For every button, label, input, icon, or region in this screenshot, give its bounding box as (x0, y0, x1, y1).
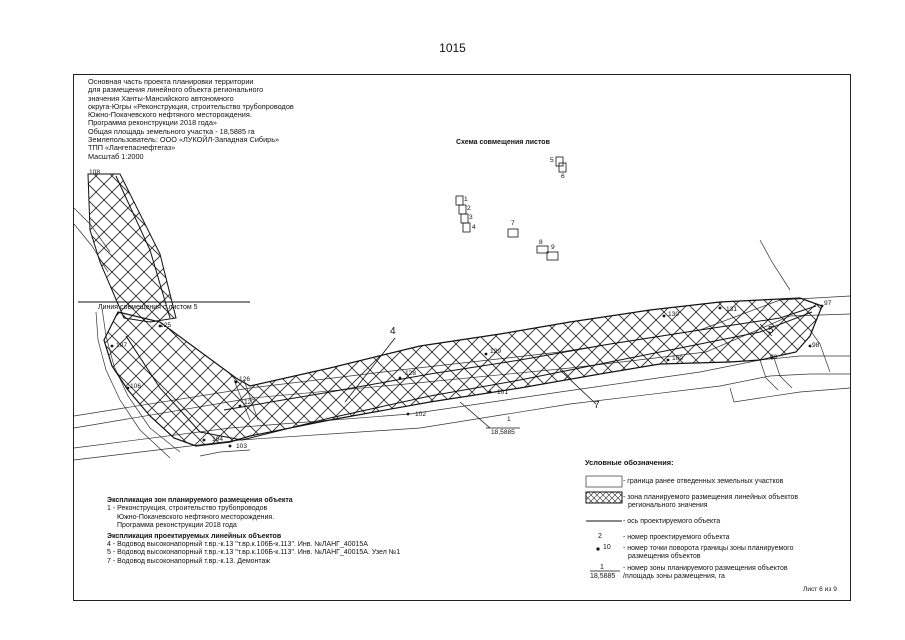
explication-objects-line: 7 - Водовод высоконапорный т.вр.-к.13. Демонтаж (107, 557, 271, 565)
legend-item-boundary (585, 477, 845, 491)
explication-zones-title: Экспликация зон планируемого размещения объекта (107, 497, 293, 504)
explication-zones-line: 1 - Реконструкция, строительство трубопроводов (107, 505, 268, 513)
legend-text: - граница ранее отведенных земельных участков (623, 478, 784, 485)
scheme-sheets (456, 157, 566, 260)
explication-objects-title: Экспликация проектируемых линейных объектов (107, 532, 282, 540)
point-label: 100 (672, 355, 684, 362)
explication-objects-line: 5 - Водовод высоконапорный т.вр.-к.13 "т.вр.к.106Б-к.113". Инв. №ЛАНГ_40015А. Узел №1 (107, 549, 401, 557)
match-line-label: Линия совмещения с листом 5 (98, 304, 198, 311)
scheme-sheet-rect (463, 223, 470, 232)
point-label: 103 (236, 443, 248, 450)
point-label: 126 (239, 376, 251, 383)
scale-line: Масштаб 1:2000 (88, 151, 144, 161)
explication-zones-line: Южно-Покачевского нефтяного месторождения. (117, 513, 275, 521)
scheme-sheet-rect (461, 214, 468, 223)
area-fraction-denominator: 18,5885 (491, 429, 515, 436)
point-label: 97 (824, 300, 832, 307)
explication-objects-line: 4 - Водовод высоконапорный т.вр.-к.13 "т.вр.к.106Б-к.113". Инв. №ЛАНГ_40015А (107, 541, 368, 549)
cut-label: 108 (89, 169, 101, 176)
object-label-7: 7 (594, 400, 600, 411)
scheme-sheet-label: 8 (539, 239, 543, 246)
title-line: Основная часть проекта планировки территории (88, 77, 254, 86)
area-fraction-numerator: 1 (507, 416, 511, 423)
legend-fraction-denominator: 18,5885 (590, 573, 616, 580)
scheme-sheet-rect (559, 163, 566, 172)
legend-text: - ось проектируемого объекта (623, 518, 721, 525)
scheme-sheet-rect (456, 196, 463, 205)
point-label: 131 (726, 306, 738, 313)
point-label: 102 (415, 411, 427, 418)
point-label: 128 (405, 370, 417, 377)
point-label: 125 (160, 322, 172, 329)
scheme-sheet-label: 1 (464, 196, 468, 203)
title-line: Программа реконструкции 2018 года» (88, 118, 217, 128)
scheme-title: Схема совмещения листов (456, 139, 550, 146)
legend-text: - номер проектируемого объекта (623, 534, 730, 541)
tpp-line: ТПП «Лангепаснефтегаз» (88, 143, 176, 153)
scheme-sheet-rect (547, 252, 558, 260)
title-line: Южно-Покачевского нефтяного месторождения. (88, 110, 252, 120)
scheme-sheet-label: 5 (550, 157, 554, 164)
legend-text (623, 545, 793, 561)
explication-block (107, 497, 400, 566)
point-label: 130 (668, 311, 680, 318)
scheme-sheet-label: 9 (551, 244, 555, 251)
point-label: 98 (812, 342, 820, 349)
scheme-sheet-label: 4 (472, 224, 476, 231)
legend-text-line: - зона планируемого размещения линейных объектов (623, 494, 799, 501)
legend-item-zone-number (585, 564, 845, 586)
point-label: 99 (770, 354, 778, 361)
legend-text-line: размещения объектов (628, 553, 701, 560)
legend-text (623, 565, 788, 581)
point-label: 129 (490, 348, 502, 355)
legend-symbol-point-number: 10 (603, 544, 611, 551)
object-label-4: 4 (390, 326, 396, 337)
legend-text-line: /площадь зоны размещения, га (623, 573, 725, 580)
scheme-sheet-label: 6 (561, 173, 565, 180)
legend-symbol-number: 2 (598, 533, 602, 540)
scheme-sheet-label: 2 (467, 205, 471, 212)
title-line: округа-Югры «Реконструкция, строительство трубопроводов (88, 101, 294, 111)
legend-item-point-number (585, 544, 845, 566)
legend-item-axis (585, 517, 845, 531)
legend-item-zone (585, 493, 845, 515)
legend-text-line: регионального значения (628, 502, 708, 509)
title-line: для размещения линейного объекта регионального (88, 85, 264, 95)
legend-title: Условные обозначения: (585, 458, 674, 467)
sheet-label: Лист 6 из 9 (803, 586, 837, 593)
point-label: 127 (244, 399, 256, 406)
title-line: значения Ханты-Мансийского автономного (88, 93, 234, 103)
user-line: Землепользователь: ООО «ЛУКОЙЛ-Западная Сибирь» (88, 135, 280, 145)
point-label: 106 (130, 383, 142, 390)
legend-text-line: - номер зоны планируемого размещения объектов (623, 565, 788, 572)
point-label: 107 (116, 342, 128, 349)
scheme-sheet-rect (537, 246, 548, 253)
legend-text (623, 494, 798, 510)
object-label-5: 5 (768, 325, 774, 336)
scheme-sheet-label: 3 (469, 214, 473, 221)
point-label: 101 (497, 389, 509, 396)
planned-placement-zone (104, 298, 822, 446)
scheme-sheet-rect (556, 157, 563, 166)
area-line: Общая площадь земельного участка - 18,5885 га (88, 126, 255, 136)
point-label: 104 (212, 436, 224, 443)
scheme-sheet-rect (508, 229, 518, 237)
legend-fraction-numerator: 1 (600, 564, 604, 571)
scheme-sheet-label: 7 (511, 220, 515, 227)
zone-corridor-north (88, 174, 176, 322)
scheme-sheet-rect (459, 205, 466, 214)
explication-zones-line: Программа реконструкции 2018 года (117, 522, 237, 530)
legend-text-line: - номер точки поворота границы зоны планируемого (623, 545, 794, 552)
page-number: 1015 (439, 41, 466, 55)
